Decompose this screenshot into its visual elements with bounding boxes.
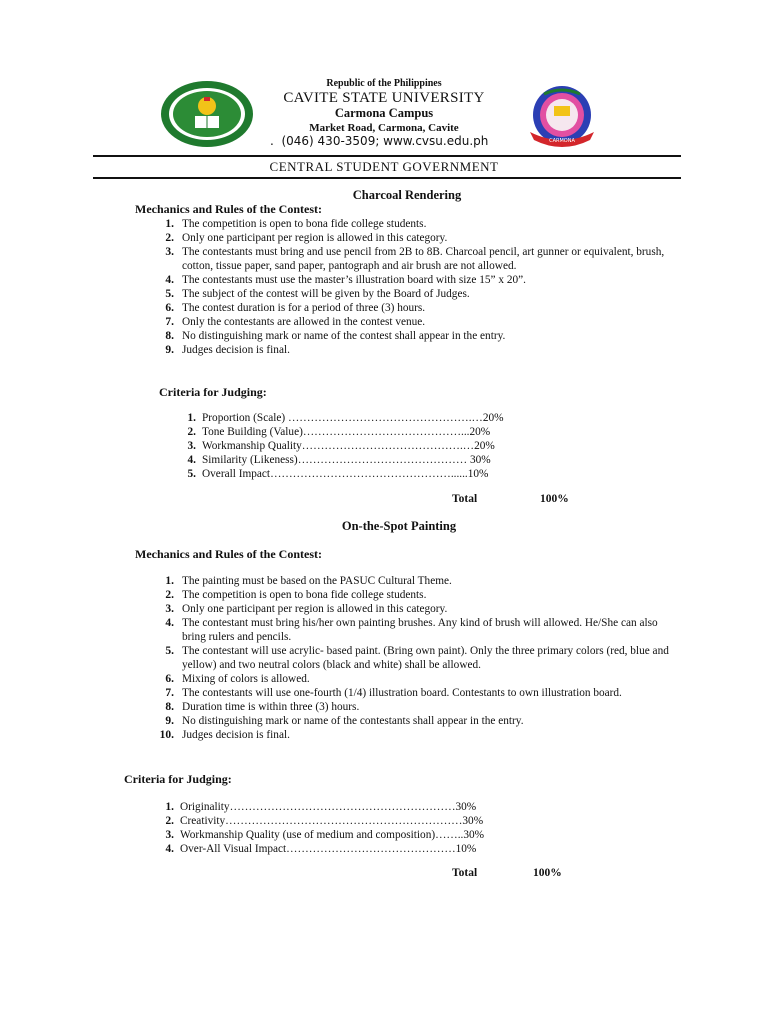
- charcoal-criterion-item-text: Proportion (Scale) ………………………………………….…20%: [202, 412, 504, 424]
- phone-website-line: [270, 134, 488, 148]
- charcoal-rule-item-text: The subject of the contest will be given by the Board of Judges.: [182, 288, 470, 300]
- charcoal-criterion-item-text: Tone Building (Value)……………………………………...20%: [202, 426, 491, 438]
- charcoal-rule-item-text: The contest duration is for a period of three (3) hours.: [182, 302, 426, 314]
- painting-rule-item-number: 3.: [165, 603, 174, 615]
- painting-rule-item: [156, 616, 676, 644]
- charcoal-rule-item: [156, 329, 676, 343]
- painting-rule-item-text: Duration time is within three (3) hours.: [182, 701, 360, 713]
- charcoal-criterion-item-number: 5.: [187, 468, 196, 480]
- republic-line: Republic of the Philippines: [326, 78, 442, 89]
- charcoal-rule-item: [156, 217, 676, 231]
- painting-rule-item: [156, 672, 676, 686]
- painting-section-title: On-the-Spot Painting: [341, 519, 457, 533]
- phone-prefix: .: [270, 134, 274, 148]
- organization-name: CENTRAL STUDENT GOVERNMENT: [269, 159, 499, 174]
- charcoal-rule-item-number: 8.: [165, 330, 174, 342]
- charcoal-rule-item: [156, 301, 676, 315]
- header-top-rule: [93, 155, 681, 157]
- charcoal-rule-item-text: The contestants must bring and use pencil from 2B to 8B. Charcoal pencil, art gunner or equivalent, brush, cotton, tissue paper, sand paper, pantograph and air brush are not allowed.: [182, 246, 665, 272]
- painting-rule-item-text: The contestant will use acrylic- based paint. (Bring own paint). Only the three primary colors (red, blue and yellow) and two neutral colors (black and white) shall be allowed.: [182, 645, 669, 671]
- painting-rule-item-text: The contestants will use one-fourth (1/4) illustration board. Contestants to own illustration board.: [182, 687, 622, 699]
- painting-rule-item-number: 2.: [165, 589, 174, 601]
- painting-rule-item-text: Only one participant per region is allowed in this category.: [182, 603, 448, 615]
- charcoal-rule-item-number: 3.: [165, 246, 174, 258]
- charcoal-criteria-block: [180, 411, 600, 481]
- charcoal-criterion-item: [180, 439, 600, 453]
- charcoal-rule-item: [156, 231, 676, 245]
- painting-criterion-item: [158, 842, 598, 856]
- charcoal-criterion-item-number: 2.: [187, 426, 196, 438]
- charcoal-total-value: 100%: [540, 493, 569, 505]
- painting-criteria-block: [158, 800, 598, 856]
- seal-banner-text: CARMONA: [549, 138, 575, 144]
- charcoal-criterion-item-text: Workmanship Quality…………………………………….…20%: [202, 440, 495, 452]
- charcoal-rule-item-text: The competition is open to bona fide college students.: [182, 218, 427, 230]
- painting-criterion-item-number: 4.: [165, 843, 174, 855]
- painting-rule-item-number: 9.: [165, 715, 174, 727]
- painting-rule-item-text: The painting must be based on the PASUC Cultural Theme.: [182, 575, 452, 587]
- painting-rule-item-number: 5.: [165, 645, 174, 657]
- painting-criterion-item-number: 2.: [165, 815, 174, 827]
- charcoal-criterion-item: [180, 411, 600, 425]
- painting-rule-item-number: 4.: [165, 617, 174, 629]
- painting-criterion-item-text: Over-All Visual Impact………………………………………10%: [180, 843, 477, 855]
- painting-rule-item: [156, 644, 676, 672]
- charcoal-rule-item-text: Only one participant per region is allowed in this category.: [182, 232, 448, 244]
- painting-rule-item-number: 1.: [165, 575, 174, 587]
- charcoal-rule-item-number: 9.: [165, 344, 174, 356]
- painting-rule-item-number: 10.: [159, 729, 174, 741]
- painting-total-value: 100%: [533, 867, 562, 879]
- charcoal-criterion-item-number: 3.: [187, 440, 196, 452]
- charcoal-rule-item-text: The contestants must use the master’s illustration board with size 15” x 20”.: [182, 274, 526, 286]
- charcoal-rule-item-text: Judges decision is final.: [182, 344, 290, 356]
- charcoal-rule-item: [156, 273, 676, 287]
- charcoal-rule-item-number: 7.: [165, 316, 174, 328]
- painting-rule-item-number: 6.: [165, 673, 174, 685]
- painting-rule-item-text: No distinguishing mark or name of the contestants shall appear in the entry.: [182, 715, 524, 727]
- charcoal-rule-item-number: 5.: [165, 288, 174, 300]
- painting-criterion-item-number: 1.: [165, 801, 174, 813]
- painting-rule-item: [156, 602, 676, 616]
- charcoal-criterion-item: [180, 425, 600, 439]
- charcoal-criterion-item: [180, 453, 600, 467]
- campus-name: Carmona Campus: [334, 106, 434, 120]
- painting-rule-item: [156, 700, 676, 714]
- painting-criterion-item-text: Creativity………………………………………………………30%: [180, 815, 484, 827]
- painting-criterion-item: [158, 828, 598, 842]
- charcoal-criterion-item-number: 4.: [187, 454, 196, 466]
- charcoal-rule-item: [156, 343, 676, 357]
- charcoal-criterion-item-number: 1.: [187, 412, 196, 424]
- charcoal-criteria-list: [180, 411, 600, 481]
- charcoal-criterion-item-text: Similarity (Likeness)……………………………………… 30%: [202, 454, 491, 466]
- charcoal-rule-item-number: 6.: [165, 302, 174, 314]
- painting-criterion-item-text: Workmanship Quality (use of medium and composition)……..30%: [180, 829, 485, 841]
- charcoal-rule-item: [156, 315, 676, 329]
- painting-rule-item-text: The contestant must bring his/her own painting brushes. Any kind of brush will allowed. He/She can also bring rulers and pencils.: [182, 617, 658, 643]
- charcoal-mechanics-heading: Mechanics and Rules of the Contest:: [135, 202, 322, 216]
- painting-rule-item-text: Judges decision is final.: [182, 729, 290, 741]
- charcoal-criterion-item-text: Overall Impact…………………………………………......10%: [202, 468, 489, 480]
- painting-rule-item-number: 7.: [165, 687, 174, 699]
- painting-criteria-list: [158, 800, 598, 856]
- painting-rule-item: [156, 588, 676, 602]
- painting-criterion-item-text: Originality……………………………………………………30%: [180, 801, 477, 813]
- painting-rule-item-text: Mixing of colors is allowed.: [182, 673, 310, 685]
- charcoal-rule-item-number: 4.: [165, 274, 174, 286]
- charcoal-criteria-heading: Criteria for Judging:: [159, 385, 267, 399]
- charcoal-total-label: Total: [452, 493, 478, 505]
- charcoal-rule-item-number: 2.: [165, 232, 174, 244]
- charcoal-rule-item: [156, 245, 676, 273]
- painting-mechanics-heading: Mechanics and Rules of the Contest:: [135, 547, 322, 561]
- painting-criterion-item: [158, 814, 598, 828]
- painting-rule-item: [156, 574, 676, 588]
- painting-criterion-item-number: 3.: [165, 829, 174, 841]
- university-name: CAVITE STATE UNIVERSITY: [283, 90, 485, 106]
- painting-rules-list: [156, 574, 676, 742]
- phone-website: (046) 430-3509; www.cvsu.edu.ph: [281, 134, 489, 148]
- charcoal-rule-item: [156, 287, 676, 301]
- painting-criterion-item: [158, 800, 598, 814]
- painting-total-label: Total: [452, 867, 478, 879]
- charcoal-rule-item-number: 1.: [165, 218, 174, 230]
- charcoal-rule-item-text: No distinguishing mark or name of the contest shall appear in the entry.: [182, 330, 506, 342]
- painting-rule-item: [156, 714, 676, 728]
- painting-rule-item-number: 8.: [165, 701, 174, 713]
- charcoal-section-title: Charcoal Rendering: [352, 188, 462, 202]
- campus-address: Market Road, Carmona, Cavite: [309, 122, 459, 134]
- charcoal-criterion-item: [180, 467, 600, 481]
- painting-rule-item-text: The competition is open to bona fide college students.: [182, 589, 427, 601]
- painting-rule-item: [156, 728, 676, 742]
- header-bottom-rule: [93, 177, 681, 179]
- painting-rule-item: [156, 686, 676, 700]
- painting-criteria-heading: Criteria for Judging:: [124, 772, 232, 786]
- charcoal-rule-item-text: Only the contestants are allowed in the contest venue.: [182, 316, 426, 328]
- charcoal-rules-list: [156, 217, 676, 357]
